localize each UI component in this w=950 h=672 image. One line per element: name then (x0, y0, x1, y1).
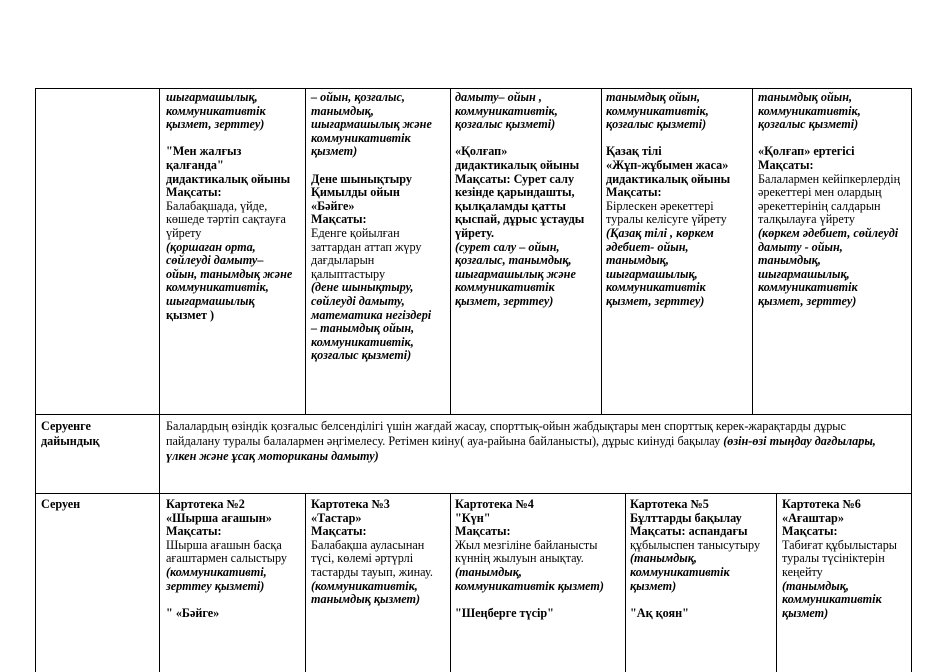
cell-line: коммуникативтік, (758, 103, 861, 118)
cell-line: тастарды тауып, жинау. (311, 564, 433, 579)
cell-line: (коммуникативті, (166, 564, 267, 579)
cell-line: әрекеттері мен олардың (758, 185, 882, 200)
cell-line: қызмет) (630, 578, 677, 593)
cell-line: коммуникативтік, (606, 103, 709, 118)
cell-line: қызмет) (311, 144, 358, 159)
cell-line: танымдық, (758, 253, 821, 268)
cell-line: коммуникативтік (630, 564, 730, 579)
label-column-divider (159, 88, 160, 672)
cell-line: шығармашылық және (455, 266, 576, 281)
cell-line (166, 593, 287, 607)
cell-line: (дене шынықтыру, (311, 280, 414, 295)
cell-line: қозғалыс қызметі) (311, 348, 412, 363)
cell-line: (көркем әдебиет, сөйлеуді (758, 225, 899, 240)
cell-line: туралы келісуге үйрету (606, 212, 727, 227)
cell-line: Мақсаты: (782, 524, 838, 539)
cell-line: Картотека №6 (782, 497, 861, 511)
cell-line: қозғалыс қызметі) (758, 117, 859, 132)
cell-line: танымдық, (606, 253, 669, 268)
row3-cell-2 (311, 498, 433, 607)
row2-text-line-2-plain: пайдалану туралы балалармен әңгімелесу. Ретімен киіну( ауа-райына байланысты), дұрыс киінуді бақылау (166, 434, 724, 448)
cell-line: шығармашылық және (311, 117, 432, 132)
row2-text-line-2-italic: (өзін-өзі тыңдау дағдылары, (723, 434, 876, 448)
cell-line: қылқаламды қатты (455, 198, 566, 213)
cell-line: қозғалыс, танымдық, (455, 253, 572, 268)
cell-line: (қоршаған орта, (166, 239, 256, 254)
cell-line: «Шырша ағашын» (166, 510, 272, 525)
cell-line: Картотека №3 (311, 497, 390, 511)
cell-line: заттардан аттап жүру (311, 239, 422, 254)
cell-line: зерттеу қызметі) (166, 578, 265, 593)
cell-line (311, 159, 432, 173)
cell-line: Мақсаты: (455, 524, 511, 539)
cell-line: үйрету. (455, 225, 495, 240)
cell-line: Балабақша ауласынан (311, 537, 425, 552)
row3-col-divider-2 (450, 493, 451, 672)
cell-line: әрекеттерінің салдарын (758, 198, 881, 213)
row3-col-divider-3 (625, 493, 626, 672)
cell-line: кеңейту (782, 564, 823, 579)
cell-line: "Мен жалғыз (166, 144, 242, 159)
cell-line: Мақсаты: аспандағы (630, 524, 748, 539)
cell-line: «Тастар» (311, 510, 362, 525)
row3-label: Серуен (41, 497, 81, 511)
cell-line: "Күн" (455, 510, 491, 525)
cell-line: математика негіздері (311, 307, 432, 322)
cell-line: қызмет, зерттеу) (606, 293, 705, 308)
cell-line: түсі, көлемі әртүрлі (311, 551, 414, 566)
table-border-left (35, 88, 36, 672)
table-border-right (911, 88, 912, 672)
cell-line: коммуникативтік (758, 280, 858, 295)
cell-line: дамыту - ойын, (758, 239, 843, 254)
cell-line: кезінде қарындашты, (455, 185, 575, 200)
cell-line: шығармашылық, (606, 266, 698, 281)
cell-line: (сурет салу – ойын, (455, 239, 560, 254)
row2-text-line-3: үлкен және ұсақ моториканы дамыту) (166, 449, 379, 463)
cell-line: дидактикалық ойыны (455, 157, 580, 172)
row3-cell-4 (630, 498, 760, 620)
cell-line: Мақсаты: (311, 212, 367, 227)
cell-line: Картотека №2 (166, 497, 245, 511)
cell-line: үйрету (166, 225, 202, 240)
cell-line: коммуникативтік, (166, 280, 269, 295)
cell-line: Бұлттарды бақылау (630, 510, 742, 525)
cell-line (455, 132, 584, 146)
cell-line: коммуникативтік (311, 130, 411, 145)
row3-cell-5 (782, 498, 897, 620)
cell-line: танымдық ойын, (758, 90, 853, 104)
cell-line: Мақсаты: (166, 524, 222, 539)
cell-line: Мақсаты: (758, 157, 814, 172)
row3-col-divider-1 (305, 493, 306, 672)
row3-cell-3 (455, 498, 604, 620)
cell-line (455, 593, 604, 607)
cell-line: қозғалыс қызметі) (606, 117, 707, 132)
cell-line: Бірлескен әрекеттері (606, 198, 714, 213)
row2-text-line-1: Балалардың өзіндік қозғалыс белсенділігі үшін жағдай жасау, спорттық-ойын жабдықтары мен спорттық керек-жарақтарды дұрыс (166, 419, 846, 433)
cell-line: сөйлеуді дамыту, (311, 293, 405, 308)
cell-line: коммуникативтік, (455, 103, 558, 118)
cell-line: коммуникативтік (166, 103, 266, 118)
cell-line: коммуникативтік (455, 280, 555, 295)
cell-line (630, 593, 760, 607)
row2-text-line-2 (166, 434, 876, 449)
cell-line: (Қазақ тілі , көркем (606, 225, 714, 240)
cell-line: «Қолғап» (455, 144, 508, 159)
cell-line: дағдыларын (311, 253, 375, 268)
cell-line: Табиғат құбылыстары (782, 537, 897, 552)
row1-col-divider-1 (305, 88, 306, 414)
cell-line: күннің жылуын анықтау. (455, 551, 584, 566)
cell-line: Балабақшада, үйде, (166, 198, 268, 213)
row2-label-line-1: Серуенге (41, 419, 91, 433)
cell-line: ойын, танымдық және (166, 266, 293, 281)
row1-cell-3 (455, 91, 584, 309)
cell-line: Шырша ағашын басқа (166, 537, 282, 552)
row3-col-divider-4 (776, 493, 777, 672)
cell-line: Қимылды ойын (311, 185, 400, 200)
cell-line: қалыптастыру (311, 266, 386, 281)
row2-label-line-2: дайындық (41, 434, 100, 448)
cell-line: Балалармен кейіпкерлердің (758, 171, 901, 186)
cell-line: танымдық, (311, 103, 374, 118)
cell-line (606, 132, 730, 146)
cell-line: танымдық қызмет) (311, 592, 421, 607)
cell-line: Мақсаты: (606, 185, 662, 200)
cell-line: қызмет ) (166, 307, 215, 322)
row1-cell-5 (758, 91, 900, 309)
cell-line: коммуникативтік, (311, 334, 414, 349)
row3-cell-1 (166, 498, 287, 620)
cell-line: "Шеңберге түсір" (455, 605, 554, 620)
cell-line: Мақсаты: (166, 185, 222, 200)
cell-line: туралы түсініктерін (782, 551, 885, 566)
cell-line: дамыту– ойын , (455, 90, 542, 104)
row-divider-2 (35, 493, 911, 494)
cell-line: коммуникативтік (606, 280, 706, 295)
cell-line: Мақсаты: Сурет салу (455, 171, 575, 186)
cell-line: Қазақ тілі (606, 144, 662, 159)
cell-line: " «Бәйге» (166, 605, 220, 620)
cell-line: «Қолғап» ертегісі (758, 144, 855, 159)
cell-line: – танымдық ойын, (311, 321, 415, 336)
cell-line: шығармашылық, (758, 266, 850, 281)
cell-line (758, 132, 900, 146)
cell-line: Мақсаты: (311, 524, 367, 539)
cell-line: (танымдық, (782, 578, 849, 593)
cell-line: Картотека №5 (630, 497, 709, 511)
row1-cell-4 (606, 91, 730, 309)
cell-line: «Ағаштар» (782, 510, 844, 525)
cell-line: (танымдық, (455, 564, 522, 579)
cell-line: қозғалыс қызметі) (455, 117, 556, 132)
cell-line: «Жұп-жұбымен жаса» (606, 157, 729, 172)
row1-col-divider-4 (752, 88, 753, 414)
cell-line: қызмет) (782, 605, 829, 620)
cell-line: коммуникативтік қызмет) (455, 578, 604, 593)
cell-line: талқылауға үйрету (758, 212, 855, 227)
cell-line: құбылыспен танысутыру (630, 537, 761, 552)
row1-col-divider-3 (601, 88, 602, 414)
cell-line: дидактикалық ойыны (166, 171, 291, 186)
cell-line: "Ақ қоян" (630, 605, 689, 620)
row2-label (41, 419, 100, 449)
cell-line: коммуникативтік (782, 592, 882, 607)
table-border-top (35, 88, 911, 89)
cell-line: Жыл мезгіліне байланысты (455, 537, 598, 552)
cell-line: танымдық ойын, (606, 90, 701, 104)
cell-line: Еденге қойылған (311, 225, 400, 240)
cell-line: (коммуникативтік, (311, 578, 418, 593)
cell-line: әдебиет- ойын, (606, 239, 689, 254)
cell-line: қыспай, дұрыс ұстауды (455, 212, 585, 227)
cell-line: қызмет, зерттеу) (455, 293, 554, 308)
cell-line: – ойын, қозғалыс, (311, 90, 405, 104)
cell-line: «Бәйге» (311, 198, 355, 213)
row2-text (166, 419, 876, 464)
cell-line: көшеде тәртіп сақтауға (166, 212, 286, 227)
cell-line: шығармашылық (166, 293, 255, 308)
row1-cell-1 (166, 91, 292, 322)
cell-line: ағаштармен салыстыру (166, 551, 287, 566)
cell-line: қызмет, зерттеу) (166, 117, 265, 132)
row1-cell-2 (311, 91, 432, 363)
cell-line: шығармашылық, (166, 90, 258, 104)
cell-line: қалғанда" (166, 157, 224, 172)
cell-line: қызмет, зерттеу) (758, 293, 857, 308)
row-divider-1 (35, 414, 911, 415)
cell-line: Дене шынықтыру (311, 171, 412, 186)
cell-line: дидактикалық ойыны (606, 171, 731, 186)
cell-line: Картотека №4 (455, 497, 534, 511)
row1-col-divider-2 (450, 88, 451, 414)
cell-line (166, 132, 292, 146)
cell-line: сөйлеуді дамыту– (166, 253, 264, 268)
cell-line: (танымдық, (630, 551, 697, 566)
